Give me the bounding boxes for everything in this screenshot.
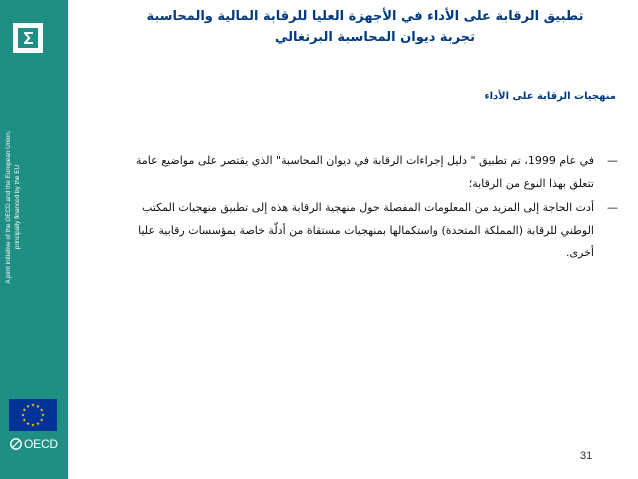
slide-title: تطبيق الرقابة على الأداء في الأجهزة العليا للرقابة المالية والمحاسبة (146, 9, 584, 24)
sidebar-caption (4, 102, 23, 312)
eu-star-icon (40, 408, 43, 411)
eu-star-icon (31, 403, 34, 406)
bullet-text: في عام 1999، تم تطبيق " دليل إجراءات الرقابة في ديوان المحاسبة" الذي يقتصر على مواضيع عامة تتعلق بهذا النوع من الرقابة؛ (136, 154, 594, 190)
slide-subtitle: تجربة ديوان المحاسبة البرتغالي (274, 30, 476, 45)
bullet-list (112, 150, 618, 267)
sidebar-caption-line-1: A joint initiative of the OECD and the European Union, (5, 130, 12, 284)
section-heading: منهجيات الرقابة على الأداء (484, 91, 616, 102)
bullet-dash-icon: — (607, 201, 618, 214)
bullet-item (112, 150, 618, 195)
bullet-dash-icon: — (607, 154, 618, 167)
oecd-logo (9, 437, 61, 451)
eu-flag-icon (9, 399, 57, 431)
eu-star-icon (26, 422, 29, 425)
eu-star-icon (40, 418, 43, 421)
eu-star-icon (23, 408, 26, 411)
sidebar (0, 0, 68, 479)
oecd-label: OECD (24, 437, 58, 451)
oecd-logo-icon (9, 437, 23, 451)
eu-star-icon (41, 413, 44, 416)
bullet-text: أدت الحاجة إلى المزيد من المعلومات المفصلة حول منهجية الرقابة هذه إلى تطبيق منهجيات المكتب الوطني للرقابة (المملكة المتحدة) واستكمالها بمنهجيات مستقاة من أدلّة خاصة بمؤسسات رقابية عليا أخرى. (138, 201, 594, 259)
eu-star-icon (23, 418, 26, 421)
eu-star-icon (36, 405, 39, 408)
eu-star-icon (21, 413, 24, 416)
eu-star-icon (31, 423, 34, 426)
eu-star-icon (26, 405, 29, 408)
eu-star-icon (36, 422, 39, 425)
bullet-item (112, 197, 618, 265)
sigma-icon (13, 23, 43, 53)
page-number: 31 (580, 450, 593, 462)
sidebar-caption-line-2: principally financed by the EU (14, 164, 22, 250)
